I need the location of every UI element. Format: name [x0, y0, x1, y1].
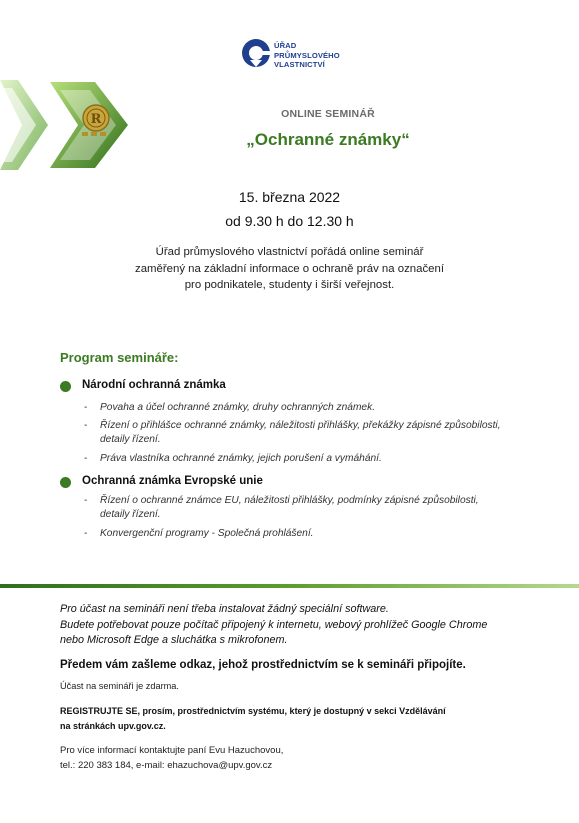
- dash-marker: -: [84, 420, 88, 431]
- seminar-title: „Ochranné známky“: [246, 130, 410, 149]
- logo-line-3: VLASTNICTVÍ: [274, 60, 325, 70]
- program-item: Konvergenční programy - Společná prohlášení.: [100, 528, 314, 539]
- software-note-line: nebo Microsoft Edge a sluchátka s mikrofonem.: [60, 634, 288, 646]
- software-note-line: Budete potřebovat pouze počítač připojený k internetu, webový prohlížeč Google Chrome: [60, 618, 488, 631]
- contact-info: [60, 743, 283, 773]
- program-item: Práva vlastníka ochranné známky, jejich porušení a vymáhání.: [100, 453, 382, 464]
- intro-line: zaměřený na základní informace o ochraně práv na označení: [135, 262, 444, 275]
- link-note: Předem vám zašleme odkaz, jehož prostřednictvím se k semináři připojíte.: [60, 659, 466, 671]
- bullet-icon: [60, 381, 71, 392]
- program-item: detaily řízení.: [100, 509, 161, 520]
- chevron-decoration: [0, 78, 135, 173]
- intro-line: pro podnikatele, studenty i širší veřejnost.: [184, 279, 395, 291]
- event-time: od 9.30 h do 12.30 h: [225, 213, 354, 229]
- event-date: 15. března 2022: [238, 189, 341, 205]
- intro-line: Úřad průmyslového vlastnictví pořádá online seminář: [155, 246, 424, 258]
- dash-marker: -: [84, 402, 88, 413]
- dash-marker: -: [84, 495, 88, 506]
- logo-line-2: PRŮMYSLOVÉHO: [274, 50, 340, 60]
- free-note: Účast na semináři je zdarma.: [60, 681, 179, 691]
- register-note-line: REGISTRUJTE SE, prosím, prostřednictvím systému, který je dostupný v sekci Vzdělávání: [60, 706, 446, 716]
- dash-marker: -: [84, 453, 88, 464]
- bullet-icon: [60, 477, 71, 488]
- program-item: Řízení o ochranné známce EU, náležitosti přihlášky, podmínky zápisné způsobilosti,: [100, 495, 479, 506]
- intro-text: [0, 244, 579, 294]
- svg-text:R: R: [90, 112, 102, 127]
- register-note-line: na stránkách upv.gov.cz.: [60, 721, 166, 731]
- program-item: detaily řízení.: [100, 434, 161, 445]
- software-note: [60, 602, 522, 649]
- seminar-label: ONLINE SEMINÁŘ: [281, 108, 375, 120]
- dash-marker: -: [84, 528, 88, 539]
- upv-logo-icon: [241, 38, 271, 68]
- upv-logo: [241, 36, 351, 76]
- green-divider: [0, 584, 579, 588]
- program-item: Řízení o přihlášce ochranné známky, náležitosti přihlášky, překážky zápisné způsobilosti,: [100, 420, 501, 431]
- contact-line: Pro více informací kontaktujte paní Evu Hazuchovou,: [60, 745, 284, 756]
- section-title: Ochranná známka Evropské unie: [82, 475, 263, 487]
- program-heading: Program semináře:: [60, 350, 179, 365]
- register-note: [60, 704, 480, 734]
- section-title: Národní ochranná známka: [82, 379, 226, 391]
- software-note-line: Pro účast na semináři není třeba instalovat žádný speciální software.: [60, 603, 389, 615]
- program-item: Povaha a účel ochranné známky, druhy ochranných známek.: [100, 402, 376, 413]
- contact-line: tel.: 220 383 184, e-mail: ehazuchova@upv.gov.cz: [60, 760, 273, 771]
- logo-line-1: ÚŘAD: [274, 41, 297, 50]
